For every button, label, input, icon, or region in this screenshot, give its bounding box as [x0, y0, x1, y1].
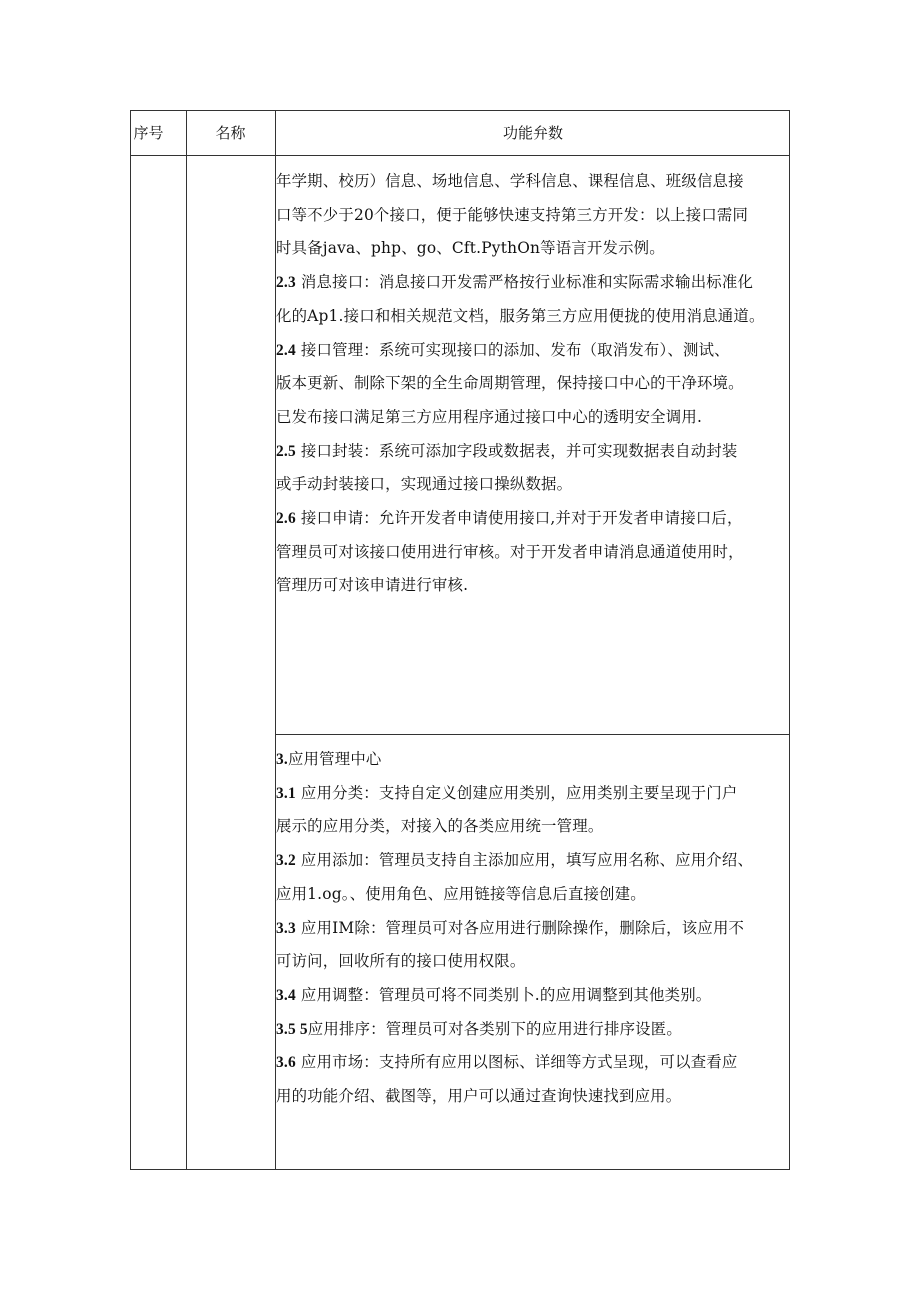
- section-number: 3.1: [276, 784, 296, 802]
- section-number: 3.4: [276, 986, 296, 1004]
- header-name: 名称: [215, 124, 246, 142]
- text-line: 2.4 接口管理：系统可实现接口的添加、发布（取消发布）、测试、: [276, 340, 730, 359]
- section-number: 2.4: [276, 341, 296, 359]
- section-number: 2.6: [276, 510, 296, 528]
- header-divider: [131, 155, 789, 156]
- text-line: 2.6 接口申请：允许开发者申请使用接口,并对于开发者申请接口后，: [276, 509, 743, 528]
- text-line: 2.5 接口封装：系统可添加字段或数据表，并可实现数据表自动封装: [276, 441, 738, 460]
- section-number: 3.2: [276, 852, 296, 870]
- text-line: 3.3 应用IM除：管理员可对各应用进行删除操作，删除后，该应用不: [276, 918, 745, 937]
- spec-table: [130, 110, 790, 1170]
- text-line: 3.1 应用分类：支持自定义创建应用类别，应用类别主要呈现于门户: [276, 783, 738, 802]
- text-line: 管理历可对该申请进行审核.: [276, 576, 469, 595]
- section-number: 3.5 5: [276, 1020, 308, 1038]
- text-line: 管理员可对该接口使用进行审核。对于开发者申请消息通道使用时，: [276, 542, 744, 561]
- text-line: 2.3 消息接口：消息接口开发需严格按行业标准和实际需求输出标准化: [276, 273, 754, 292]
- text-line: 已发布接口满足第三方应用程序通过接口中心的透明安全调用.: [276, 407, 703, 426]
- column-divider-seq: [186, 111, 187, 1169]
- section-heading: 3.应用管理中心: [276, 750, 382, 768]
- header-params: 功能弁数: [502, 124, 563, 142]
- text-line: 3.5 5应用排序：管理员可对各类别下的应用进行排序设匿。: [276, 1019, 682, 1038]
- text-line: 版本更新、制除下架的全生命周期管理，保持接口中心的干净环境。: [276, 374, 744, 393]
- text-line: 化的Ap1.接口和相关规范文档，服务第三方应用便拢的使用消息通道。: [276, 306, 765, 325]
- text-line: 时具备java、php、go、Cft.PythOn等语言开发示例。: [276, 239, 665, 258]
- text-line: 3.4 应用调整：管理员可将不同类别卜.的应用调整到其他类别。: [276, 985, 712, 1004]
- section-number: 2.5: [276, 442, 296, 460]
- text-line: 3.6 应用市场：支持所有应用以图标、详细等方式呈现，可以查看应: [276, 1053, 738, 1072]
- text-line: 应用1.og。、使用角色、应用链接等信息后直接创建。: [276, 884, 646, 903]
- section-divider: [275, 734, 789, 735]
- section-number: 3.6: [276, 1054, 296, 1072]
- text-line: 或手动封装接口，实现通过接口操纵数据。: [276, 475, 573, 494]
- section-number: 3.3: [276, 919, 296, 937]
- header-seq: 序号: [133, 124, 164, 142]
- text-line: 年学期、校历）信息、场地信息、学科信息、课程信息、班级信息接: [276, 172, 744, 190]
- text-line: 用的功能介绍、截图等，用户可以通过查询快速找到应用。: [276, 1087, 682, 1106]
- text-line: 3.2 应用添加：管理员支持自主添加应用，填写应用名称、应用介绍、: [276, 851, 754, 870]
- text-line: 可访问，回收所有的接口使用权限。: [276, 952, 526, 971]
- section-number: 2.3: [276, 274, 296, 292]
- section-3-text: [276, 743, 788, 1114]
- text-line: 展示的应用分类，对接入的各类应用统一管理。: [276, 817, 604, 836]
- text-line: 口等不少于20个接口，便于能够快速支持第三方开发：以上接口需同: [276, 205, 749, 224]
- section-2-text: [276, 165, 788, 603]
- section-number: 3.: [276, 751, 288, 768]
